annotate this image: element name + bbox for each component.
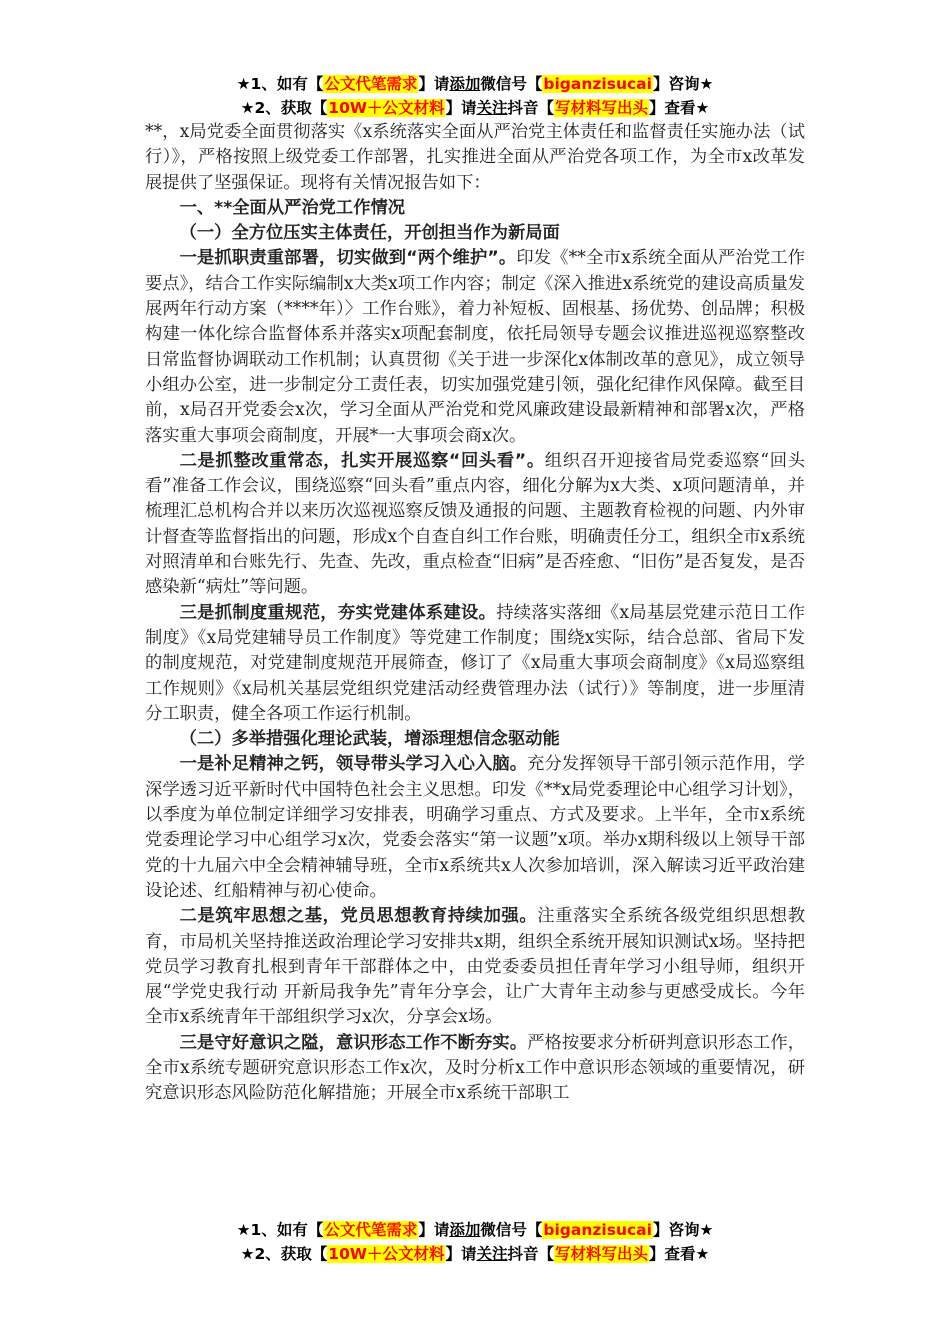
promo-text: 】咨询★: [652, 75, 714, 93]
promo-text: 1、如有【: [250, 75, 324, 93]
promo-text: 微信号【: [480, 1221, 543, 1239]
star-icon: ★: [240, 99, 255, 117]
star-icon: ★: [236, 75, 251, 93]
promo-highlight: 公文代笔需求: [324, 75, 418, 93]
promo-text: 1、如有【: [250, 1221, 324, 1239]
section-heading-1: 一、**全面从严治党工作情况: [179, 197, 406, 218]
paragraph: [145, 246, 805, 448]
promo-text: 抖音【: [507, 1245, 554, 1263]
promo-text: 】请: [418, 75, 450, 93]
paragraph-body: 印发《**全市x系统全面从严治党工作要点》，结合工作实际编制x大类x项工作内容；制定《深入推进x系统党的建设高质量发展两年行动方案（****年）〉工作台账》，着力补短板、固根基、扬优势、创品牌；积极构建一体化综合监督体系并落实x项配套制度，依托局领导专题会议推进巡视巡察整改日常监督协调联动工作机制；认真贯彻《关于进一步深化x体制改革的意见》，成立领导小组办公室，进一步制定分工责任表，切实加强党建引领，强化纪律作风保障。截至目前，x局召开党委会x次，学习全面从严治党和党风廉政建设最新精神和部署x次，严格落实重大事项会商制度，开展*一大事项会商x次。: [145, 248, 806, 446]
document-body: [145, 120, 805, 1107]
subsection-heading-2: （二）多举措强化理论武装，增添理想信念驱动能: [179, 729, 560, 750]
promo-underline: 添加: [449, 75, 481, 93]
promo-highlight: 10W＋公文材料: [328, 1245, 445, 1263]
star-icon: ★: [236, 1221, 251, 1239]
paragraph-lead: 三是守好意识之隘，意识形态工作不断夯实。: [179, 1032, 528, 1053]
promo-highlight: 写材料写出头: [555, 99, 649, 117]
promo-text: 2、获取【: [254, 1245, 328, 1263]
promo-line-2: [0, 1242, 950, 1266]
promo-text: 】咨询★: [652, 1221, 714, 1239]
promo-underline: 关注: [476, 1245, 508, 1263]
promo-highlight: 公文代笔需求: [324, 1221, 418, 1239]
promo-text: 】请: [418, 1221, 450, 1239]
paragraph: [145, 1031, 805, 1107]
paragraph-body: 持续落实落细《x局基层党建示范日工作制度》《x局党建辅导员工作制度》等党建工作制度；围绕x实际，结合总部、省局下发的制度规范，对党建制度规范开展筛查，修订了《x局重大事项会商制度》《x局巡察组工作规则》《x局机关基层党组织党建活动经费管理办法（试行）》等制度，进一步厘清分工职责，健全各项工作运行机制。: [145, 602, 805, 724]
paragraph-body: 严格按要求分析研判意识形态工作，全市x系统专题研究意识形态工作x次，及时分析x工作中意识形态领域的重要情况，研究意识形态风险防范化解措施；开展全市x系统干部职工: [145, 1032, 805, 1104]
subsection-heading-1: （一）全方位压实主体责任，开创担当作为新局面: [179, 223, 560, 244]
promo-line-1: [0, 72, 950, 96]
promo-underline: 添加: [449, 1221, 481, 1239]
top-promo-banner: [0, 72, 950, 120]
promo-line-2: [0, 96, 950, 120]
promo-text: 】请: [445, 1245, 477, 1263]
promo-text: 2、获取【: [254, 99, 328, 117]
promo-highlight: 10W＋公文材料: [328, 99, 445, 117]
promo-underline: 关注: [476, 99, 508, 117]
paragraph-lead: 二是抓整改重常态，扎实开展巡察“回头看”。: [179, 450, 545, 471]
paragraph-body: 注重落实全系统各级党组织思想教育，市局机关坚持推送政治理论学习安排共x期，组织全系统开展知识测试x场。坚持把党员学习教育扎根到青年干部群体之中，由党委委员担任青年学习小组导师，组织开展“学党史我行动 开新局我争先”青年分享会，让广大青年主动参与更感受成长。今年全市x系统青年干部组织学习x次，分享会x场。: [145, 906, 805, 1028]
promo-highlight: biganzisucai: [543, 1221, 652, 1239]
paragraph: [145, 904, 805, 1030]
promo-text: 】查看★: [649, 1245, 710, 1263]
paragraph: [145, 449, 805, 601]
paragraph-lead: 一是补足精神之钙，领导带头学习入心入脑。: [179, 754, 528, 775]
paragraph-body: 组织召开迎接省局党委巡察“回头看”准备工作会议，围绕巡察“回头看”重点内容，细化分解为x大类、x项问题清单，并梳理汇总机构合并以来历次巡视巡察反馈及通报的问题、主题教育检视的问题、内外审计督查等监督指出的问题，形成x个自查自纠工作台账，明确责任分工，组织全市x系统对照清单和台账先行、先查、先改，重点检查“旧病”是否痊愈、“旧伤”是否复发，是否感染新“病灶”等问题。: [145, 450, 805, 598]
paragraph: [145, 752, 805, 904]
paragraph-body: 充分发挥领导干部引领示范作用，学深学透习近平新时代中国特色社会主义思想。印发《**x局党委理论中心组学习计划》，以季度为单位制定详细学习安排表，明确学习重点、方式及要求。上半年，全市x系统党委理论学习中心组学习x次，党委会落实“第一议题”x项。举办x期科级以上领导干部党的十九届六中全会精神辅导班，全市x系统共x人次参加培训，深入解读习近平政治建设论述、红船精神与初心使命。: [145, 754, 805, 901]
star-icon: ★: [240, 1245, 255, 1263]
paragraph-lead: 三是抓制度重规范，夯实党建体系建设。: [179, 602, 497, 623]
promo-text: 抖音【: [507, 99, 554, 117]
promo-line-1: [0, 1218, 950, 1242]
paragraph-lead: 一是抓职责重部署，切实做到“两个维护”。: [179, 248, 517, 269]
intro-paragraph: **，x局党委全面贯彻落实《x系统落实全面从严治党主体责任和监督责任实施办法（试行）》，严格按照上级党委工作部署，扎实推进全面从严治党各项工作，为全市x改革发展提供了坚强保证。现将有关情况报告如下：: [145, 122, 805, 193]
paragraph: [145, 601, 805, 727]
promo-text: 微信号【: [480, 75, 543, 93]
bottom-promo-banner: [0, 1218, 950, 1266]
promo-text: 】请: [445, 99, 477, 117]
promo-highlight: biganzisucai: [543, 75, 652, 93]
paragraph-lead: 二是筑牢思想之基，党员思想教育持续加强。: [179, 906, 538, 927]
promo-highlight: 写材料写出头: [555, 1245, 649, 1263]
promo-text: 】查看★: [649, 99, 710, 117]
